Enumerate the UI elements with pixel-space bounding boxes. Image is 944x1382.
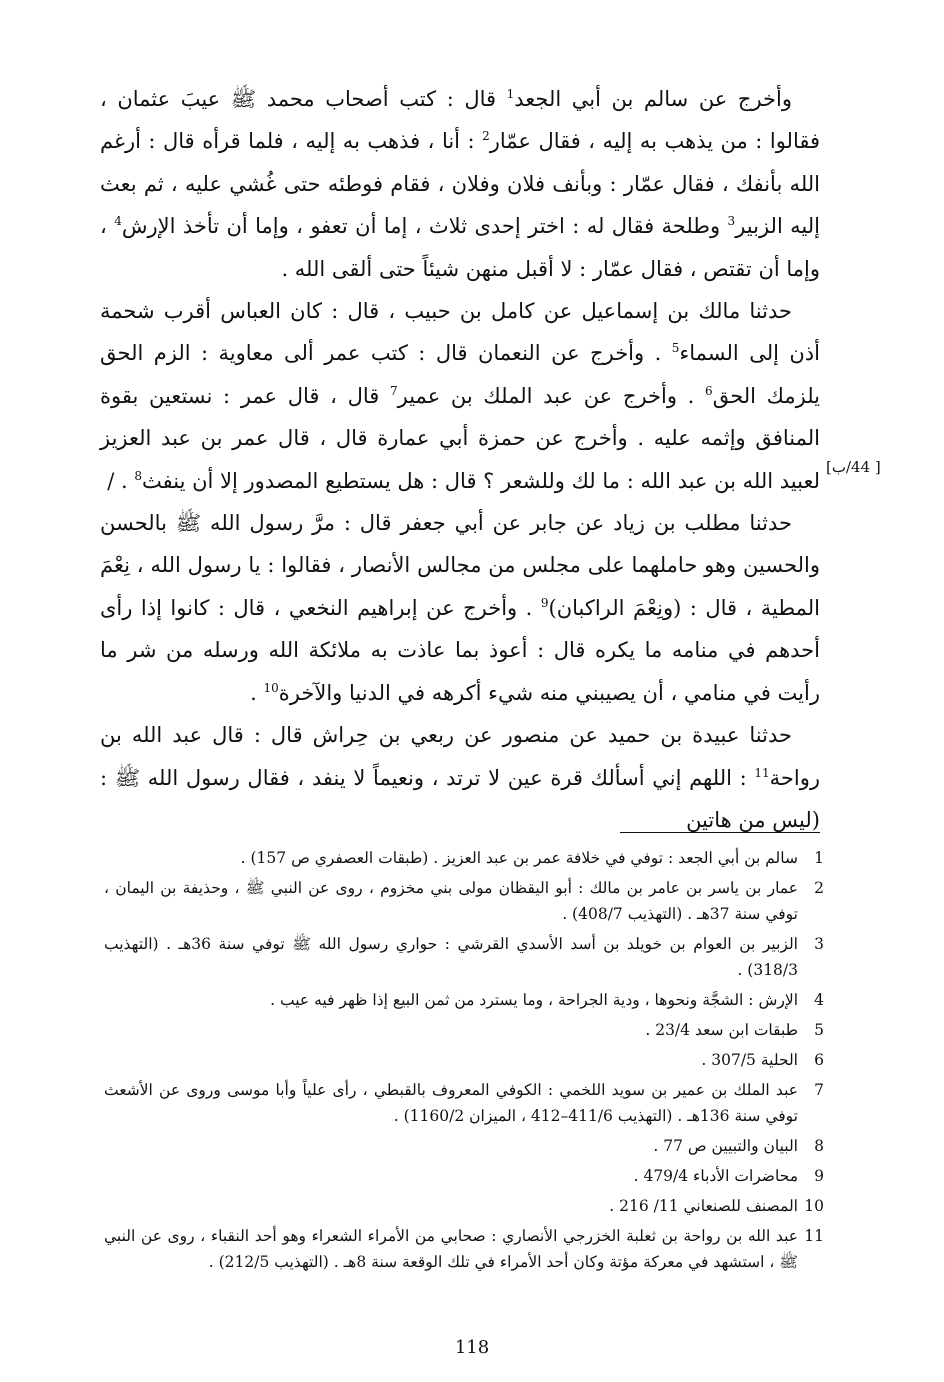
footnote-ref-6[interactable]: 6 [705,383,713,398]
text-span: . وأخرج عن عبد الملك بن عمير [397,383,706,408]
footnote-number: 4 [814,991,824,1009]
footnote-number: 9 [814,1167,824,1185]
text-span: : اللهم إني أسألك قرة عين لا ترتد ، ونعيماً لا ينفد ، فقال رسول الله ﷺ : (ليس من هاتين [100,765,820,832]
manuscript-folio-marker: [ 44/ب] [826,458,881,476]
footnote-number: 1 [814,849,824,867]
text-span: . [250,680,264,705]
text-span: حدثنا مالك بن إسماعيل عن كامل بن حبيب ، قال : كان العباس أقرب شحمة أذن إلى السماء [100,299,820,366]
footnote-item [104,875,824,927]
footnote-text: عمار بن ياسر بن عامر بن مالك : أبو اليقظان مولى بني مخزوم ، روى عن النبي ﷺ ، وحذيفة بن اليمان ، توفي سنة 37هـ . (التهذيب 408/7) . [104,879,798,923]
paragraph-3 [100,502,820,714]
footnote-ref-4[interactable]: 4 [114,214,122,229]
footnote-item [104,987,824,1013]
footnote-divider [620,832,820,833]
text-span: حدثنا عبيدة بن حميد عن منصور عن ربعي بن حِراش قال : قال عبد الله بن رواحة [100,723,820,790]
footnote-number: 5 [814,1021,824,1039]
footnote-text: عبد الله بن رواحة بن ثعلبة الخزرجي الأنصاري : صحابي من الأمراء الشعراء وهو أحد النقباء ، روى عن النبي ﷺ ، استشهد في معركة مؤتة وكان أحد الأمراء في تلك الوقعة سنة 8هـ . (التهذيب 212/5) . [104,1227,798,1271]
footnote-item [104,1193,824,1219]
text-span: قال : كتب أصحاب محمد ﷺ عيبَ عثمان ، فقالوا : من يذهب به إليه ، فقال عمّار [100,87,821,154]
footnote-number: 6 [814,1051,824,1069]
paragraph-4 [100,714,820,841]
footnote-ref-9[interactable]: 9 [540,595,549,610]
footnote-number: 10 [804,1197,824,1215]
footnote-number: 11 [804,1227,824,1245]
footnote-ref-2[interactable]: 2 [482,129,490,144]
main-text [100,78,820,841]
text-span: وطلحة فقال له : اختر إحدى ثلاث ، إما أن تعفو ، وإما أن تأخذ الإرش [121,214,728,239]
footnote-item [104,1223,824,1275]
text-span: ، وإما أن تقتص ، فقال عمّار : لا أقبل منهن شيئاً حتى ألقى الله . [100,214,820,281]
footnote-text: الزبير بن العوام بن خويلد بن أسد الأسدي القرشي : حواري رسول الله ﷺ توفي سنة 36هـ . (التهذيب 318/3) . [104,935,798,979]
text-span: حدثنا مطلب بن زياد عن جابر عن أبي جعفر قال : مرَّ رسول الله ﷺ بالحسن والحسين وهو حاملهما على مجلس من مجالس الأنصار ، فقالوا : يا رسول الله ، نِعْمَ المطية ، قال : (ونِعْمَ الراكبان) [100,511,820,620]
footnote-text: الحلية 307/5 . [701,1051,798,1069]
page-number: 118 [454,1337,490,1358]
footnote-ref-11[interactable]: 11 [754,765,770,780]
footnote-text: سالم بن أبي الجعد : توفي في خلافة عمر بن عبد العزيز . (طبقات العصفري ص 157) . [240,849,798,867]
text-span: . / [107,468,135,493]
footnote-ref-1[interactable]: 1 [506,87,515,101]
footnote-item [104,845,824,871]
footnote-item [104,1017,824,1043]
footnote-ref-8[interactable]: 8 [134,468,142,483]
text-span: . وأخرج عن إبراهيم النخعي ، قال : كانوا إذا رأى أحدهم في منامه ما يكره قال : أعوذ بما عاذت به ملائكة الله ورسله من شر ما رأيت في منامي ، أن يصيبني منه شيء أكرهه في الدنيا والآخرة [100,595,820,705]
footnote-ref-5[interactable]: 5 [671,341,680,356]
text-span: قال ، قال عمر : نستعين بقوة المنافق وإثمه عليه . وأخرج عن حمزة أبي عمارة قال ، قال عمر بن عبد العزيز لعبيد الله بن عبد الله : ما لك وللشعر ؟ قال : هل يستطيع المصدور إلا أن ينفث [100,383,820,493]
footnote-ref-7[interactable]: 7 [389,383,398,398]
footnote-item [104,1163,824,1189]
text-span: وأخرج عن سالم بن أبي الجعد [514,87,792,111]
footnote-text: محاضرات الأدباء 479/4 . [633,1167,798,1185]
footnote-item [104,1133,824,1159]
footnote-ref-3[interactable]: 3 [727,214,736,229]
footnote-number: 3 [814,935,824,953]
footnote-text: البيان والتبيين ص 77 . [653,1137,798,1155]
text-span: . وأخرج عن النعمان قال : كتب عمر ألى معاوية : الزم الحق يلزمك الحق [100,341,821,408]
paragraph-2 [100,290,820,502]
footnote-text: المصنف للصنعاني 11/ 216 . [609,1197,798,1215]
footnote-text: طبقات ابن سعد 23/4 . [645,1021,798,1039]
footnote-number: 7 [814,1081,824,1099]
footnote-number: 2 [814,879,824,897]
footnotes-section [104,845,824,1279]
footnote-text: الإرش : الشجَّة ونحوها ، ودية الجراحة ، وما يسترد من ثمن البيع إذا ظهر فيه عيب . [270,991,798,1009]
footnote-item [104,1077,824,1129]
paragraph-1 [100,78,820,290]
text-span: : أنا ، فذهب به إليه ، فلما قرأه قال : أرغم الله بأنفك ، فقال عمّار : وبأنف فلان وفلان ، فقام فوطئه حتى غُشي عليه ، ثم بعث إليه الزبير [100,129,821,239]
footnote-item [104,931,824,983]
footnote-ref-10[interactable]: 10 [263,680,279,695]
footnote-text: عبد الملك بن عمير بن سويد اللخمي : الكوفي المعروف بالقبطي ، رأى علياً وأبا موسى وروى عن الأشعث توفي سنة 136هـ . (التهذيب 411/6–412 ، الميزان 1160/2) . [104,1081,798,1125]
footnote-number: 8 [814,1137,824,1155]
footnote-item [104,1047,824,1073]
